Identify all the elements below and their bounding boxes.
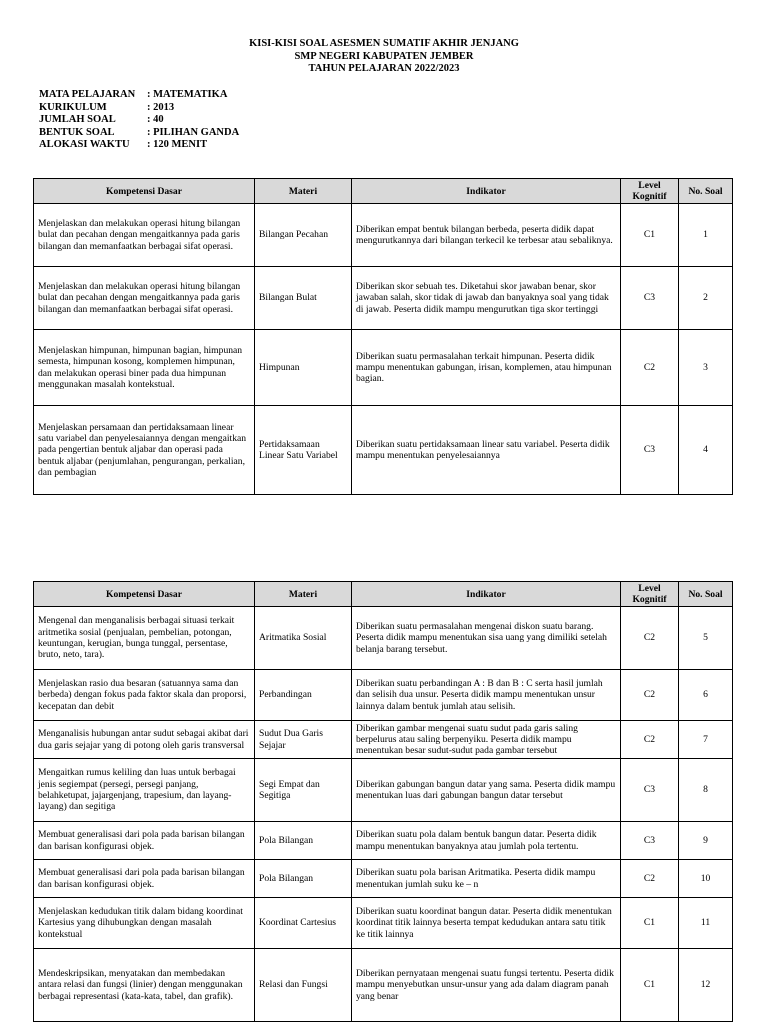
- cell-level: C1: [621, 949, 679, 1022]
- cell-no: 7: [679, 721, 733, 759]
- meta-row-question-count: JUMLAH SOAL : 40: [39, 114, 164, 125]
- cell-materi: Sudut Dua Garis Sejajar: [255, 721, 352, 759]
- cell-materi: Bilangan Bulat: [255, 267, 352, 330]
- cell-indikator: Diberikan suatu pola dalam bentuk bangun datar. Peserta didik mampu menentukan banyaknya atau jumlah pola tertentu.: [352, 822, 621, 860]
- cell-no: 9: [679, 822, 733, 860]
- cell-level: C2: [621, 330, 679, 406]
- cell-kd: Menganalisis hubungan antar sudut sebagai akibat dari dua garis sejajar yang di potong oleh garis transversal: [34, 721, 255, 759]
- title-line-2: SMP NEGERI KABUPATEN JEMBER: [294, 50, 474, 62]
- col-header-kd: Kompetensi Dasar: [34, 179, 255, 204]
- title-line-3: TAHUN PELAJARAN 2022/2023: [308, 63, 460, 74]
- cell-materi: Himpunan: [255, 330, 352, 406]
- col-header-kd: Kompetensi Dasar: [34, 582, 255, 607]
- cell-kd: Menjelaskan persamaan dan pertidaksamaan linear satu variabel dan penyelesaiannya dengan mengaitkan pada pengertian bentuk aljabar dan operasi pada bentuk aljabar (penjumlahan, pengurangan, perkalian, dan pembagian: [34, 406, 255, 495]
- cell-materi: Pertidaksamaan Linear Satu Variabel: [255, 406, 352, 495]
- cell-indikator: Diberikan gambar mengenai suatu sudut pada garis saling berpelurus atau saling berpenyiku. Peserta didik mampu menentukan besar sudut-sudut pada gambar tersebut: [352, 721, 621, 759]
- table-row: [34, 607, 733, 670]
- cell-indikator: Diberikan empat bentuk bilangan berbeda, peserta didik dapat mengurutkannya dari bilangan terkecil ke terbesar atau sebaliknya.: [352, 204, 621, 267]
- table-header-row: [34, 582, 733, 607]
- col-header-materi: Materi: [255, 179, 352, 204]
- cell-indikator: Diberikan suatu pola barisan Aritmatika. Peserta didik mampu menentukan jumlah suku ke – n: [352, 860, 621, 898]
- table-row: [34, 822, 733, 860]
- col-header-materi: Materi: [255, 582, 352, 607]
- cell-level: C2: [621, 721, 679, 759]
- table-row: [34, 860, 733, 898]
- meta-row-curriculum: KURIKULUM : 2013: [39, 101, 175, 113]
- table-row: [34, 898, 733, 949]
- cell-no: 5: [679, 607, 733, 670]
- cell-materi: Perbandingan: [255, 670, 352, 721]
- cell-materi: Segi Empat dan Segitiga: [255, 759, 352, 822]
- title-line-1: KISI-KISI SOAL ASESMEN SUMATIF AKHIR JENJANG: [249, 38, 519, 49]
- col-header-indikator: Indikator: [352, 179, 621, 204]
- cell-indikator: Diberikan suatu permasalahan terkait himpunan. Peserta didik mampu menentukan gabungan, irisan, komplemen, atau himpunan bagian.: [352, 330, 621, 406]
- cell-level: C3: [621, 267, 679, 330]
- col-header-indikator: Indikator: [352, 582, 621, 607]
- col-header-no: No. Soal: [679, 179, 733, 204]
- cell-indikator: Diberikan suatu perbandingan A : B dan B : C serta hasil jumlah dan selisih dua unsur. Peserta didik mampu menentukan unsur lainnya dalam bentuk jumlah atau selisih.: [352, 670, 621, 721]
- cell-kd: Menjelaskan rasio dua besaran (satuannya sama dan berbeda) dengan fokus pada faktor skala dan proporsi, kecepatan dan debit: [34, 670, 255, 721]
- cell-no: 8: [679, 759, 733, 822]
- document-title: [0, 38, 768, 76]
- cell-no: 4: [679, 406, 733, 495]
- cell-materi: Pola Bilangan: [255, 822, 352, 860]
- grid-table-2: [33, 581, 733, 1022]
- cell-materi: Koordinat Cartesius: [255, 898, 352, 949]
- cell-level: C1: [621, 204, 679, 267]
- cell-level: C2: [621, 670, 679, 721]
- cell-no: 2: [679, 267, 733, 330]
- cell-kd: Membuat generalisasi dari pola pada barisan bilangan dan barisan konfigurasi objek.: [34, 822, 255, 860]
- cell-indikator: Diberikan gabungan bangun datar yang sama. Peserta didik mampu menentukan luas dari gabungan bangun datar tersebut: [352, 759, 621, 822]
- table-row: [34, 406, 733, 495]
- document-meta: [39, 89, 239, 152]
- cell-level: C2: [621, 607, 679, 670]
- cell-indikator: Diberikan suatu koordinat bangun datar. Peserta didik menentukan koordinat titik lainnya beserta tempat kedudukan antara satu titik ke titik lainnya: [352, 898, 621, 949]
- cell-materi: Relasi dan Fungsi: [255, 949, 352, 1022]
- cell-kd: Membuat generalisasi dari pola pada barisan bilangan dan barisan konfigurasi objek.: [34, 860, 255, 898]
- cell-no: 11: [679, 898, 733, 949]
- cell-level: C3: [621, 822, 679, 860]
- table-row: [34, 267, 733, 330]
- cell-kd: Menjelaskan kedudukan titik dalam bidang koordinat Kartesius yang dihubungkan dengan masalah kontekstual: [34, 898, 255, 949]
- cell-indikator: Diberikan skor sebuah tes. Diketahui skor jawaban benar, skor jawaban salah, skor tidak di jawab dan banyaknya soal yang tidak di jawab. Peserta didik mampu mengurutkan tiga skor tertinggi: [352, 267, 621, 330]
- table-row: [34, 721, 733, 759]
- meta-row-question-type: BENTUK SOAL : PILIHAN GANDA: [39, 126, 240, 138]
- col-header-level: Level Kognitif: [621, 179, 679, 204]
- cell-kd: Menjelaskan dan melakukan operasi hitung bilangan bulat dan pecahan dengan mengaitkannya pada garis bilangan dan memanfaatkan berbagai sifat operasi.: [34, 204, 255, 267]
- table-row: [34, 759, 733, 822]
- cell-no: 6: [679, 670, 733, 721]
- cell-indikator: Diberikan suatu permasalahan mengenai diskon suatu barang. Peserta didik mampu menentukan sisa uang yang dimiliki setelah belanja barang tersebut.: [352, 607, 621, 670]
- cell-no: 1: [679, 204, 733, 267]
- cell-kd: Menjelaskan himpunan, himpunan bagian, himpunan semesta, himpunan kosong, komplemen himpunan, dan melakukan operasi biner pada dua himpunan menggunakan masalah kontekstual.: [34, 330, 255, 406]
- cell-kd: Mengaitkan rumus keliling dan luas untuk berbagai jenis segiempat (persegi, persegi panjang, belahketupat, jajargenjang, trapesium, dan layang-layang) dan segitiga: [34, 759, 255, 822]
- cell-materi: Pola Bilangan: [255, 860, 352, 898]
- table-row: [34, 204, 733, 267]
- cell-kd: Mengenal dan menganalisis berbagai situasi terkait aritmetika sosial (penjualan, pembelian, potongan, keuntungan, kerugian, bunga tunggal, persentase, bruto, neto, tara).: [34, 607, 255, 670]
- cell-kd: Menjelaskan dan melakukan operasi hitung bilangan bulat dan pecahan dengan mengaitkannya pada garis bilangan dan memanfaatkan berbagai sifat operasi.: [34, 267, 255, 330]
- cell-kd: Mendeskripsikan, menyatakan dan membedakan antara relasi dan fungsi (linier) dengan menggunakan berbagai representasi (kata-kata, tabel, dan grafik).: [34, 949, 255, 1022]
- cell-materi: Aritmatika Sosial: [255, 607, 352, 670]
- cell-level: C1: [621, 898, 679, 949]
- table-row: [34, 670, 733, 721]
- cell-no: 12: [679, 949, 733, 1022]
- table-row: [34, 330, 733, 406]
- grid-table-1: [33, 178, 733, 495]
- col-header-no: No. Soal: [679, 582, 733, 607]
- cell-no: 3: [679, 330, 733, 406]
- table-row: [34, 949, 733, 1022]
- meta-row-time: ALOKASI WAKTU : 120 MENIT: [39, 139, 208, 150]
- cell-no: 10: [679, 860, 733, 898]
- cell-indikator: Diberikan pernyataan mengenai suatu fungsi tertentu. Peserta didik mampu menyebutkan unsur-unsur yang ada dalam diagram panah yang benar: [352, 949, 621, 1022]
- cell-level: C3: [621, 406, 679, 495]
- col-header-level: Level Kognitif: [621, 582, 679, 607]
- cell-materi: Bilangan Pecahan: [255, 204, 352, 267]
- cell-indikator: Diberikan suatu pertidaksamaan linear satu variabel. Peserta didik mampu menentukan penyelesaiannya: [352, 406, 621, 495]
- cell-level: C3: [621, 759, 679, 822]
- meta-row-subject: MATA PELAJARAN : MATEMATIKA: [39, 89, 228, 100]
- cell-level: C2: [621, 860, 679, 898]
- table-header-row: [34, 179, 733, 204]
